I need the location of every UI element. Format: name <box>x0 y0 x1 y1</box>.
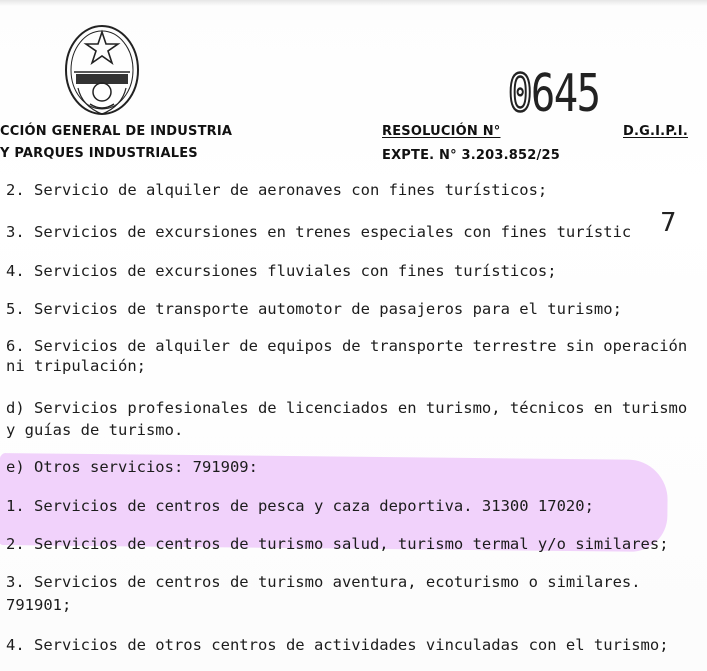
list-item: 4. Servicios de otros centros de actividades vinculadas con el turismo; <box>6 636 669 654</box>
resolution-label: RESOLUCIÓN N° <box>382 124 501 139</box>
list-item: ni tripulación; <box>6 357 146 375</box>
page-edge-shadow <box>0 0 707 6</box>
expediente-number: EXPTE. N° 3.203.852/25 <box>382 148 560 163</box>
list-item: y guías de turismo. <box>6 421 184 439</box>
list-item: 4. Servicios de excursiones fluviales con fines turísticos; <box>6 262 557 280</box>
department-title-line1: CCIÓN GENERAL DE INDUSTRIA <box>0 124 233 139</box>
list-item: 2. Servicio de alquiler de aeronaves con fines turísticos; <box>6 181 548 199</box>
list-item: 2. Servicios de centros de turismo salud, turismo termal y/o similares; <box>6 535 669 553</box>
list-item: 6. Servicios de alquiler de equipos de transporte terrestre sin operación <box>6 337 688 355</box>
department-title-line2: Y PARQUES INDUSTRIALES <box>0 146 198 161</box>
list-item: 3. Servicios de excursiones en trenes especiales con fines turístic <box>6 223 632 241</box>
list-item: e) Otros servicios: 791909: <box>6 458 258 476</box>
list-item: 1. Servicios de centros de pesca y caza deportiva. 31300 17020; <box>6 497 594 515</box>
coat-of-arms-icon <box>60 18 144 118</box>
list-item: 3. Servicios de centros de turismo aventura, ecoturismo o similares. <box>6 573 641 591</box>
resolution-number-stamp <box>508 64 599 124</box>
list-item: 791901; <box>6 596 72 614</box>
side-page-number: 7 <box>660 208 677 238</box>
dgipi-label: D.G.I.P.I. <box>623 124 688 139</box>
resolution-number-rest: 645 <box>530 64 600 124</box>
resolution-number-first-digit: 0 <box>508 64 531 124</box>
list-item: d) Servicios profesionales de licenciados en turismo, técnicos en turismo <box>6 399 688 417</box>
list-item: 5. Servicios de transporte automotor de pasajeros para el turismo; <box>6 300 622 318</box>
